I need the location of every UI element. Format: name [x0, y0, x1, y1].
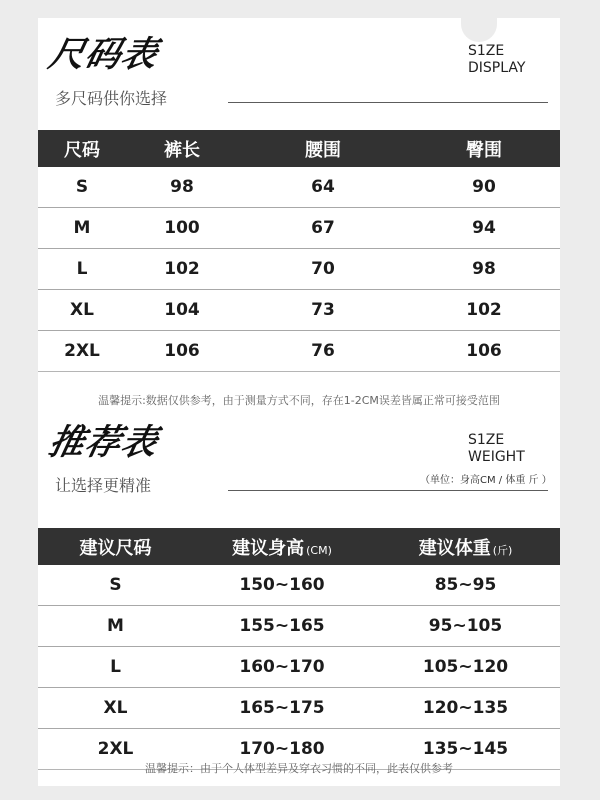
table-cell: 160~170	[193, 647, 371, 688]
recommend-table	[38, 528, 560, 770]
size-table-header-row	[38, 130, 560, 167]
recommend-header-height-label: 建议身高	[232, 537, 305, 559]
table-cell: 67	[238, 208, 408, 249]
table-cell: 150~160	[193, 565, 371, 606]
recommend-header-weight-unit: (斤)	[492, 543, 513, 557]
table-cell: 120~135	[371, 688, 560, 729]
table-cell: 102	[408, 290, 560, 331]
table-row	[38, 565, 560, 606]
table-cell: 73	[238, 290, 408, 331]
table-cell: L	[38, 249, 126, 290]
table-cell: 165~175	[193, 688, 371, 729]
table-cell: 76	[238, 331, 408, 372]
table-cell: M	[38, 208, 126, 249]
recommend-header-height-unit: (CM)	[306, 543, 332, 557]
recommend-header-weight-label: 建议体重	[418, 537, 491, 559]
table-row	[38, 167, 560, 208]
size-chart-note: 温馨提示:数据仅供参考，由于测量方式不同，存在1-2CM误差皆属正常可接受范围	[98, 394, 500, 407]
size-chart-divider	[228, 102, 548, 103]
table-cell: XL	[38, 688, 193, 729]
table-row	[38, 688, 560, 729]
table-cell: 155~165	[193, 606, 371, 647]
size-table-header: 腰围	[238, 130, 408, 167]
table-cell: 90	[408, 167, 560, 208]
table-cell: 98	[408, 249, 560, 290]
recommend-chart-divider	[228, 490, 548, 491]
table-cell: 2XL	[38, 729, 193, 770]
recommend-table-header: 建议尺码	[38, 528, 193, 565]
table-row	[38, 208, 560, 249]
recommend-chart-section	[38, 414, 560, 786]
size-chart-section	[38, 18, 560, 418]
table-cell: S	[38, 565, 193, 606]
recommend-chart-note: 温馨提示：由于个人体型差异及穿衣习惯的不同，此表仅供参考	[145, 762, 453, 775]
table-cell: 98	[126, 167, 238, 208]
table-cell: 85~95	[371, 565, 560, 606]
table-cell: 100	[126, 208, 238, 249]
size-card	[38, 18, 560, 786]
table-cell: 106	[126, 331, 238, 372]
table-cell: 95~105	[371, 606, 560, 647]
table-row	[38, 331, 560, 372]
size-chart-english-line-2: DISPLAY	[468, 60, 526, 76]
recommend-table-header	[371, 528, 560, 565]
table-cell: M	[38, 606, 193, 647]
table-cell: 70	[238, 249, 408, 290]
table-cell: 94	[408, 208, 560, 249]
recommend-table-header-row	[38, 528, 560, 565]
recommend-chart-subtitle: 让选择更精准	[55, 476, 152, 495]
recommend-unit-note: （单位：身高CM / 体重 斤 ）	[420, 475, 552, 486]
size-table	[38, 130, 560, 372]
size-chart-english-line-1: S1ZE	[468, 43, 505, 59]
table-cell: 104	[126, 290, 238, 331]
table-row	[38, 290, 560, 331]
size-table-header: 裤长	[126, 130, 238, 167]
table-cell: L	[38, 647, 193, 688]
table-cell: XL	[38, 290, 126, 331]
size-table-header: 臀围	[408, 130, 560, 167]
table-cell: 64	[238, 167, 408, 208]
table-cell: 105~120	[371, 647, 560, 688]
table-row	[38, 249, 560, 290]
size-chart-title: 尺码表	[45, 35, 162, 75]
size-chart-english-label	[468, 43, 525, 77]
table-row	[38, 606, 560, 647]
size-chart-subtitle: 多尺码供你选择	[55, 89, 168, 108]
table-cell: 2XL	[38, 331, 126, 372]
table-cell: 135~145	[371, 729, 560, 770]
table-cell: S	[38, 167, 126, 208]
recommend-table-header	[193, 528, 371, 565]
table-cell: 102	[126, 249, 238, 290]
table-cell: 170~180	[193, 729, 371, 770]
recommend-chart-english-line-1: S1ZE	[468, 432, 505, 448]
recommend-chart-title: 推荐表	[45, 423, 162, 463]
recommend-chart-english-label	[468, 432, 525, 466]
recommend-chart-english-line-2: WEIGHT	[468, 449, 525, 465]
table-row	[38, 647, 560, 688]
size-table-header: 尺码	[38, 130, 126, 167]
table-cell: 106	[408, 331, 560, 372]
